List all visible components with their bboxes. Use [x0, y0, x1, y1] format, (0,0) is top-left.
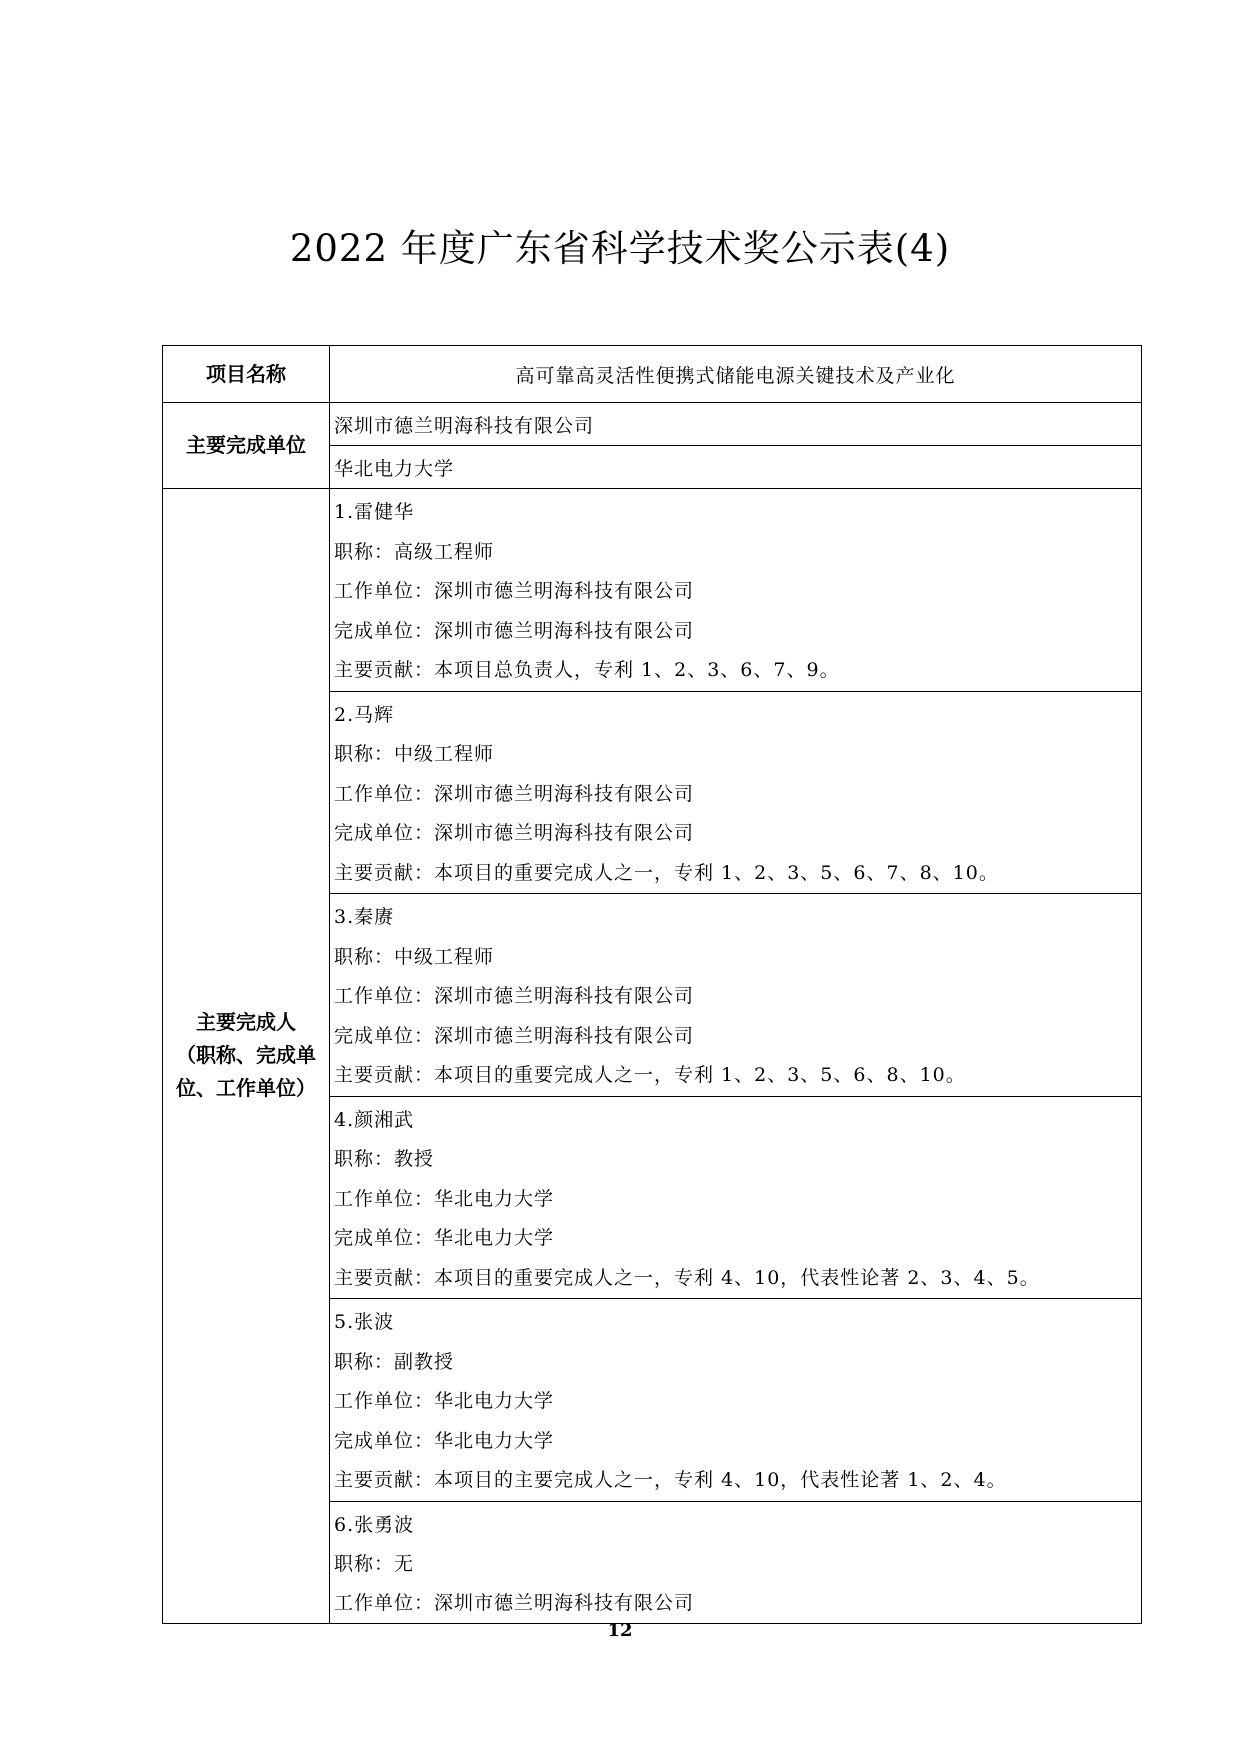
person-contribution: 主要贡献：本项目的主要完成人之一，专利 4、10，代表性论著 1、2、4。 — [334, 1469, 1007, 1491]
main-persons-label-line: 主要完成人 — [196, 1010, 296, 1035]
person-name: 3.秦赓 — [334, 906, 395, 928]
person-name: 5.张波 — [334, 1311, 395, 1333]
person-completion-unit: 完成单位：深圳市德兰明海科技有限公司 — [334, 822, 695, 844]
person-entry — [330, 1096, 1142, 1299]
person-title: 职称：教授 — [334, 1148, 435, 1170]
person-entry — [330, 894, 1142, 1097]
person-name: 2.马辉 — [334, 703, 395, 726]
page-title: 2022 年度广东省科学技术奖公示表(4) — [289, 227, 951, 270]
person-name: 6.张勇波 — [334, 1513, 415, 1536]
main-units-label: 主要完成单位 — [163, 403, 330, 489]
main-persons-label-line: （职称、完成单 — [176, 1043, 316, 1068]
person-completion-unit: 完成单位：深圳市德兰明海科技有限公司 — [334, 1024, 695, 1047]
person-contribution: 主要贡献：本项目的重要完成人之一，专利 1、2、3、5、6、8、10。 — [334, 1064, 966, 1086]
award-form-table — [162, 345, 1142, 1624]
person-entry — [330, 489, 1142, 692]
person-title: 职称：中级工程师 — [334, 743, 495, 765]
project-name-row — [163, 346, 1142, 403]
person-work-unit: 工作单位：深圳市德兰明海科技有限公司 — [334, 1591, 695, 1614]
person-work-unit: 工作单位：华北电力大学 — [334, 1187, 555, 1210]
person-completion-unit: 完成单位：深圳市德兰明海科技有限公司 — [334, 619, 695, 642]
person-work-unit: 工作单位：华北电力大学 — [334, 1390, 555, 1412]
person-title: 职称：无 — [334, 1552, 415, 1575]
project-name-label: 项目名称 — [163, 346, 330, 403]
person-entry — [330, 1501, 1142, 1623]
main-unit-value: 深圳市德兰明海科技有限公司 — [330, 403, 1142, 446]
person-contribution: 主要贡献：本项目总负责人，专利 1、2、3、6、7、9。 — [334, 659, 840, 681]
person-name: 1.雷健华 — [334, 501, 415, 523]
main-persons-label-line: 位、工作单位） — [176, 1076, 316, 1101]
person-name: 4.颜湘武 — [334, 1108, 415, 1131]
person-completion-unit: 完成单位：华北电力大学 — [334, 1227, 555, 1249]
person-work-unit: 工作单位：深圳市德兰明海科技有限公司 — [334, 985, 695, 1007]
page-number: 12 — [607, 1620, 633, 1641]
person-row — [163, 489, 1142, 692]
person-work-unit: 工作单位：深圳市德兰明海科技有限公司 — [334, 782, 695, 805]
main-unit-row — [163, 403, 1142, 446]
person-contribution: 主要贡献：本项目的重要完成人之一，专利 4、10，代表性论著 2、3、4、5。 — [334, 1266, 1040, 1289]
person-work-unit: 工作单位：深圳市德兰明海科技有限公司 — [334, 580, 695, 602]
person-title: 职称：高级工程师 — [334, 540, 495, 563]
person-entry — [330, 691, 1142, 894]
main-unit-value: 华北电力大学 — [330, 446, 1142, 489]
person-completion-unit: 完成单位：华北电力大学 — [334, 1429, 555, 1452]
project-name-value: 高可靠高灵活性便携式储能电源关键技术及产业化 — [330, 346, 1142, 403]
person-title: 职称：副教授 — [334, 1350, 455, 1373]
main-persons-label — [163, 489, 330, 1624]
person-title: 职称：中级工程师 — [334, 945, 495, 968]
person-entry — [330, 1299, 1142, 1502]
person-contribution: 主要贡献：本项目的重要完成人之一，专利 1、2、3、5、6、7、8、10。 — [334, 861, 999, 884]
